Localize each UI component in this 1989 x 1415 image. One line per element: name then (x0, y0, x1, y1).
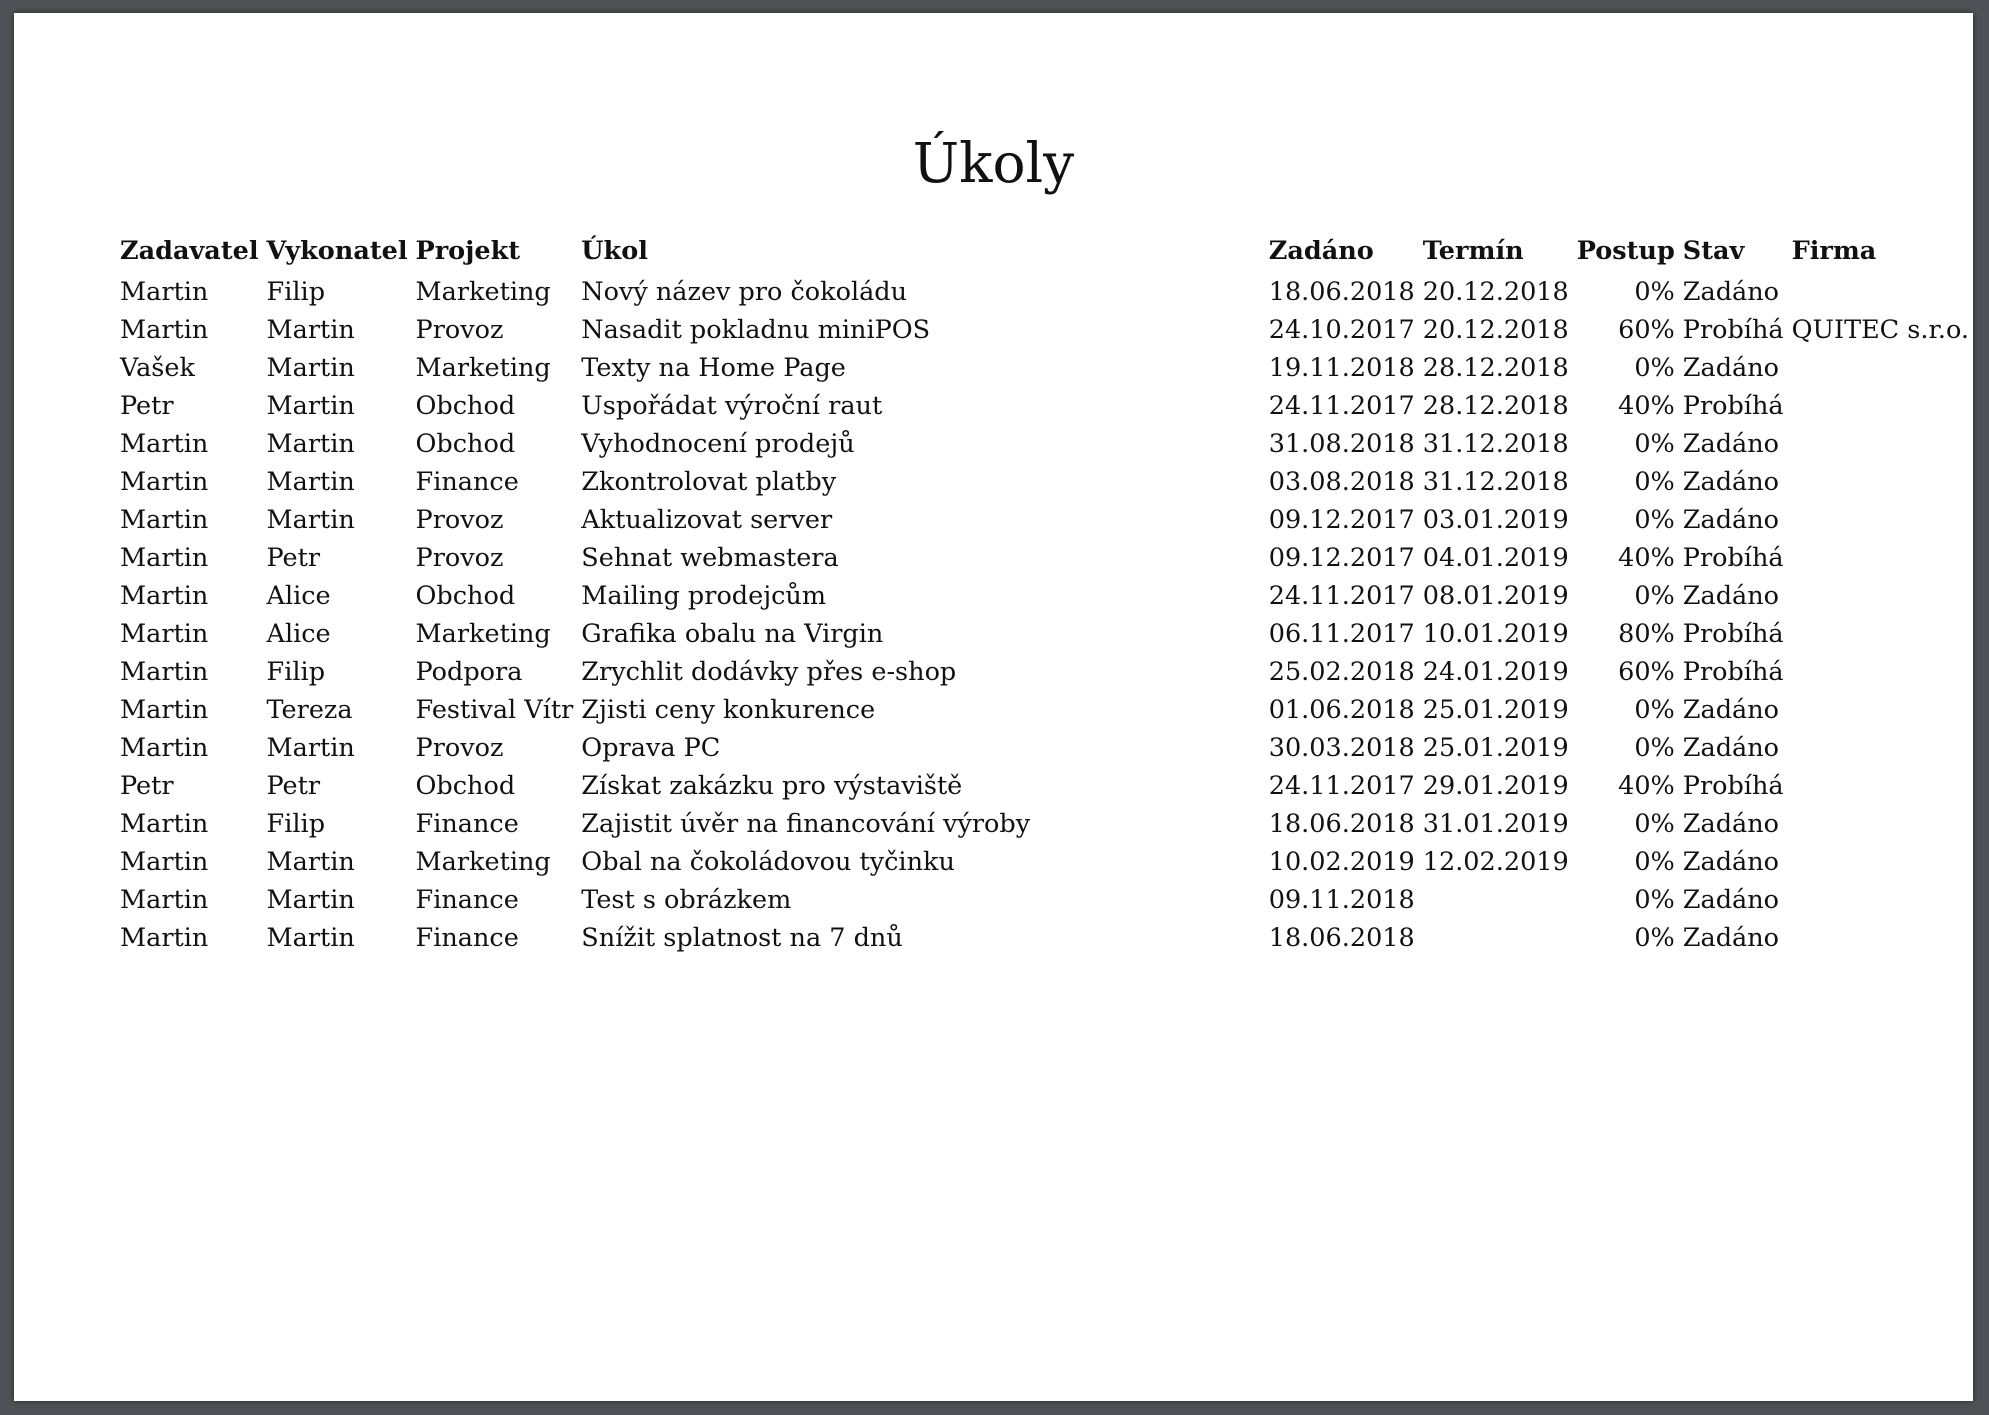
page-title: Úkoly (912, 131, 1075, 195)
cell-stav: Zadáno (1682, 467, 1780, 497)
table-row (116, 919, 1973, 957)
header-zadavatel: Zadavatel (120, 236, 259, 266)
cell-zadano: 18.06.2018 (1268, 809, 1415, 839)
cell-vykonatel: Martin (266, 467, 355, 497)
cell-projekt: Provoz (415, 733, 504, 763)
cell-projekt: Marketing (415, 353, 551, 383)
cell-postup: 0% (1634, 809, 1675, 839)
cell-projekt: Finance (415, 467, 519, 497)
cell-zadavatel: Martin (120, 429, 209, 459)
header-firma: Firma (1791, 236, 1877, 266)
cell-ukol: Zkontrolovat platby (581, 467, 837, 497)
cell-stav: Zadáno (1682, 809, 1780, 839)
cell-zadavatel: Martin (120, 923, 209, 953)
cell-ukol: Zrychlit dodávky přes e-shop (581, 657, 957, 687)
cell-firma (1788, 349, 1973, 387)
cell-stav: Zadáno (1682, 277, 1780, 307)
cell-termin: 25.01.2019 (1422, 733, 1569, 763)
cell-ukol: Získat zakázku pro výstaviště (581, 771, 963, 801)
cell-zadano: 25.02.2018 (1268, 657, 1415, 687)
cell-projekt: Podpora (415, 657, 523, 687)
cell-zadano: 18.06.2018 (1268, 277, 1415, 307)
cell-projekt: Finance (415, 885, 519, 915)
cell-postup: 0% (1634, 429, 1675, 459)
cell-termin: 24.01.2019 (1422, 657, 1569, 687)
cell-zadano: 30.03.2018 (1268, 733, 1415, 763)
cell-stav: Probíhá (1682, 657, 1784, 687)
cell-ukol: Nasadit pokladnu miniPOS (581, 315, 931, 345)
cell-zadavatel: Martin (120, 809, 209, 839)
cell-termin: 20.12.2018 (1422, 277, 1569, 307)
cell-postup: 40% (1618, 391, 1675, 421)
cell-zadano: 09.12.2017 (1268, 505, 1415, 535)
cell-postup: 80% (1618, 619, 1675, 649)
cell-firma (1788, 615, 1973, 653)
cell-vykonatel: Martin (266, 923, 355, 953)
cell-vykonatel: Martin (266, 353, 355, 383)
cell-zadavatel: Martin (120, 657, 209, 687)
cell-projekt: Obchod (415, 391, 516, 421)
table-row (116, 691, 1973, 729)
cell-stav: Zadáno (1682, 581, 1780, 611)
header-projekt: Projekt (415, 236, 521, 266)
cell-zadano: 01.06.2018 (1268, 695, 1415, 725)
header-zadano: Zadáno (1268, 236, 1374, 266)
cell-postup: 0% (1634, 353, 1675, 383)
cell-vykonatel: Martin (266, 505, 355, 535)
cell-vykonatel: Martin (266, 733, 355, 763)
cell-termin (1419, 881, 1573, 919)
cell-stav: Probíhá (1682, 771, 1784, 801)
cell-vykonatel: Alice (266, 619, 331, 649)
cell-ukol: Obal na čokoládovou tyčinku (581, 847, 955, 877)
table-row (116, 387, 1973, 425)
cell-ukol: Mailing prodejcům (581, 581, 826, 611)
header-vykonatel: Vykonatel (266, 236, 408, 266)
cell-projekt: Finance (415, 809, 519, 839)
header-postup: Postup (1576, 236, 1675, 266)
cell-firma (1788, 577, 1973, 615)
table-row (116, 767, 1973, 805)
cell-zadavatel: Martin (120, 695, 209, 725)
cell-ukol: Uspořádat výroční raut (581, 391, 883, 421)
cell-termin: 08.01.2019 (1422, 581, 1569, 611)
cell-firma (1788, 805, 1973, 843)
cell-zadano: 18.06.2018 (1268, 923, 1415, 953)
cell-projekt: Obchod (415, 581, 516, 611)
cell-firma (1788, 691, 1973, 729)
cell-zadavatel: Martin (120, 277, 209, 307)
cell-zadavatel: Martin (120, 885, 209, 915)
report-page (14, 13, 1973, 1401)
cell-termin: 28.12.2018 (1422, 391, 1569, 421)
cell-zadavatel: Martin (120, 543, 209, 573)
cell-ukol: Oprava PC (581, 733, 721, 763)
cell-vykonatel: Tereza (266, 695, 353, 725)
cell-ukol: Snížit splatnost na 7 dnů (581, 923, 903, 953)
table-row (116, 463, 1973, 501)
cell-postup: 60% (1618, 657, 1675, 687)
tasks-table (116, 233, 1973, 957)
cell-termin: 31.01.2019 (1422, 809, 1569, 839)
cell-firma (1788, 881, 1973, 919)
cell-termin: 31.12.2018 (1422, 467, 1569, 497)
cell-termin: 03.01.2019 (1422, 505, 1569, 535)
cell-zadano: 24.11.2017 (1268, 391, 1415, 421)
cell-postup: 0% (1634, 467, 1675, 497)
cell-firma (1788, 843, 1973, 881)
cell-ukol: Vyhodnocení prodejů (581, 429, 855, 459)
table-row (116, 577, 1973, 615)
cell-firma (1788, 729, 1973, 767)
cell-zadavatel: Martin (120, 467, 209, 497)
cell-zadano: 31.08.2018 (1268, 429, 1415, 459)
cell-zadavatel: Petr (120, 771, 174, 801)
cell-postup: 0% (1634, 923, 1675, 953)
cell-postup: 0% (1634, 695, 1675, 725)
cell-stav: Zadáno (1682, 505, 1780, 535)
cell-firma (1788, 501, 1973, 539)
cell-projekt: Festival Vítr (415, 695, 574, 725)
table-row (116, 881, 1973, 919)
cell-zadano: 09.11.2018 (1268, 885, 1415, 915)
cell-stav: Zadáno (1682, 847, 1780, 877)
cell-ukol: Zajistit úvěr na financování výroby (581, 809, 1031, 839)
table-row (116, 425, 1973, 463)
table-row (116, 843, 1973, 881)
cell-zadano: 24.11.2017 (1268, 581, 1415, 611)
cell-zadavatel: Martin (120, 315, 209, 345)
cell-stav: Zadáno (1682, 923, 1780, 953)
cell-ukol: Aktualizovat server (581, 505, 833, 535)
cell-projekt: Obchod (415, 771, 516, 801)
cell-firma (1788, 387, 1973, 425)
cell-postup: 0% (1634, 733, 1675, 763)
cell-vykonatel: Petr (266, 771, 321, 801)
cell-postup: 0% (1634, 277, 1675, 307)
cell-postup: 40% (1618, 771, 1675, 801)
cell-firma (1788, 919, 1973, 957)
cell-termin (1419, 919, 1573, 957)
table-row (116, 805, 1973, 843)
cell-zadano: 24.11.2017 (1268, 771, 1415, 801)
cell-vykonatel: Filip (266, 277, 326, 307)
cell-firma (1788, 539, 1973, 577)
cell-ukol: Test s obrázkem (581, 885, 792, 915)
cell-vykonatel: Martin (266, 391, 355, 421)
cell-zadano: 19.11.2018 (1268, 353, 1415, 383)
table-row (116, 311, 1973, 349)
cell-vykonatel: Filip (266, 809, 326, 839)
cell-stav: Probíhá (1682, 619, 1784, 649)
table-row (116, 653, 1973, 691)
cell-stav: Probíhá (1682, 391, 1784, 421)
table-row (116, 273, 1973, 311)
cell-zadano: 10.02.2019 (1268, 847, 1415, 877)
cell-projekt: Provoz (415, 505, 504, 535)
cell-zadavatel: Martin (120, 505, 209, 535)
cell-termin: 20.12.2018 (1422, 315, 1569, 345)
cell-vykonatel: Martin (266, 429, 355, 459)
cell-projekt: Provoz (415, 543, 504, 573)
cell-projekt: Marketing (415, 277, 551, 307)
cell-ukol: Grafika obalu na Virgin (581, 619, 884, 649)
cell-projekt: Provoz (415, 315, 504, 345)
cell-projekt: Obchod (415, 429, 516, 459)
cell-stav: Zadáno (1682, 885, 1780, 915)
cell-vykonatel: Martin (266, 315, 355, 345)
cell-vykonatel: Martin (266, 847, 355, 877)
cell-firma (1788, 273, 1973, 311)
cell-stav: Zadáno (1682, 429, 1780, 459)
cell-zadavatel: Petr (120, 391, 174, 421)
cell-termin: 12.02.2019 (1422, 847, 1569, 877)
cell-firma (1788, 767, 1973, 805)
cell-firma (1788, 463, 1973, 501)
header-ukol: Úkol (581, 236, 648, 266)
cell-termin: 10.01.2019 (1422, 619, 1569, 649)
cell-zadavatel: Vašek (120, 353, 195, 383)
table-row (116, 729, 1973, 767)
header-termin: Termín (1422, 236, 1524, 266)
cell-zadavatel: Martin (120, 733, 209, 763)
cell-termin: 04.01.2019 (1422, 543, 1569, 573)
cell-firma (1788, 425, 1973, 463)
cell-projekt: Marketing (415, 619, 551, 649)
table-body (116, 273, 1973, 957)
cell-postup: 0% (1634, 847, 1675, 877)
cell-zadano: 06.11.2017 (1268, 619, 1415, 649)
cell-postup: 0% (1634, 885, 1675, 915)
cell-vykonatel: Filip (266, 657, 326, 687)
cell-firma: QUITEC s.r.o. (1791, 314, 1969, 345)
cell-termin: 25.01.2019 (1422, 695, 1569, 725)
cell-stav: Zadáno (1682, 695, 1780, 725)
cell-vykonatel: Alice (266, 581, 331, 611)
cell-zadano: 03.08.2018 (1268, 467, 1415, 497)
cell-termin: 29.01.2019 (1422, 771, 1569, 801)
cell-zadavatel: Martin (120, 619, 209, 649)
header-stav: Stav (1682, 236, 1745, 266)
table-row (116, 539, 1973, 577)
cell-zadano: 09.12.2017 (1268, 543, 1415, 573)
cell-termin: 31.12.2018 (1422, 429, 1569, 459)
cell-ukol: Sehnat webmastera (581, 543, 839, 573)
cell-stav: Probíhá (1682, 543, 1784, 573)
cell-ukol: Zjisti ceny konkurence (581, 695, 876, 725)
cell-projekt: Marketing (415, 847, 551, 877)
cell-zadano: 24.10.2017 (1268, 315, 1415, 345)
cell-postup: 60% (1618, 315, 1675, 345)
cell-ukol: Texty na Home Page (581, 353, 846, 383)
cell-postup: 0% (1634, 581, 1675, 611)
cell-termin: 28.12.2018 (1422, 353, 1569, 383)
cell-stav: Zadáno (1682, 353, 1780, 383)
cell-vykonatel: Petr (266, 543, 321, 573)
table-header-row (116, 233, 1973, 273)
cell-stav: Probíhá (1682, 315, 1784, 345)
table-row (116, 349, 1973, 387)
cell-zadavatel: Martin (120, 581, 209, 611)
cell-vykonatel: Martin (266, 885, 355, 915)
cell-stav: Zadáno (1682, 733, 1780, 763)
cell-zadavatel: Martin (120, 847, 209, 877)
table-row (116, 615, 1973, 653)
cell-postup: 40% (1618, 543, 1675, 573)
cell-firma (1788, 653, 1973, 691)
cell-ukol: Nový název pro čokoládu (581, 277, 908, 307)
cell-postup: 0% (1634, 505, 1675, 535)
cell-projekt: Finance (415, 923, 519, 953)
table-row (116, 501, 1973, 539)
